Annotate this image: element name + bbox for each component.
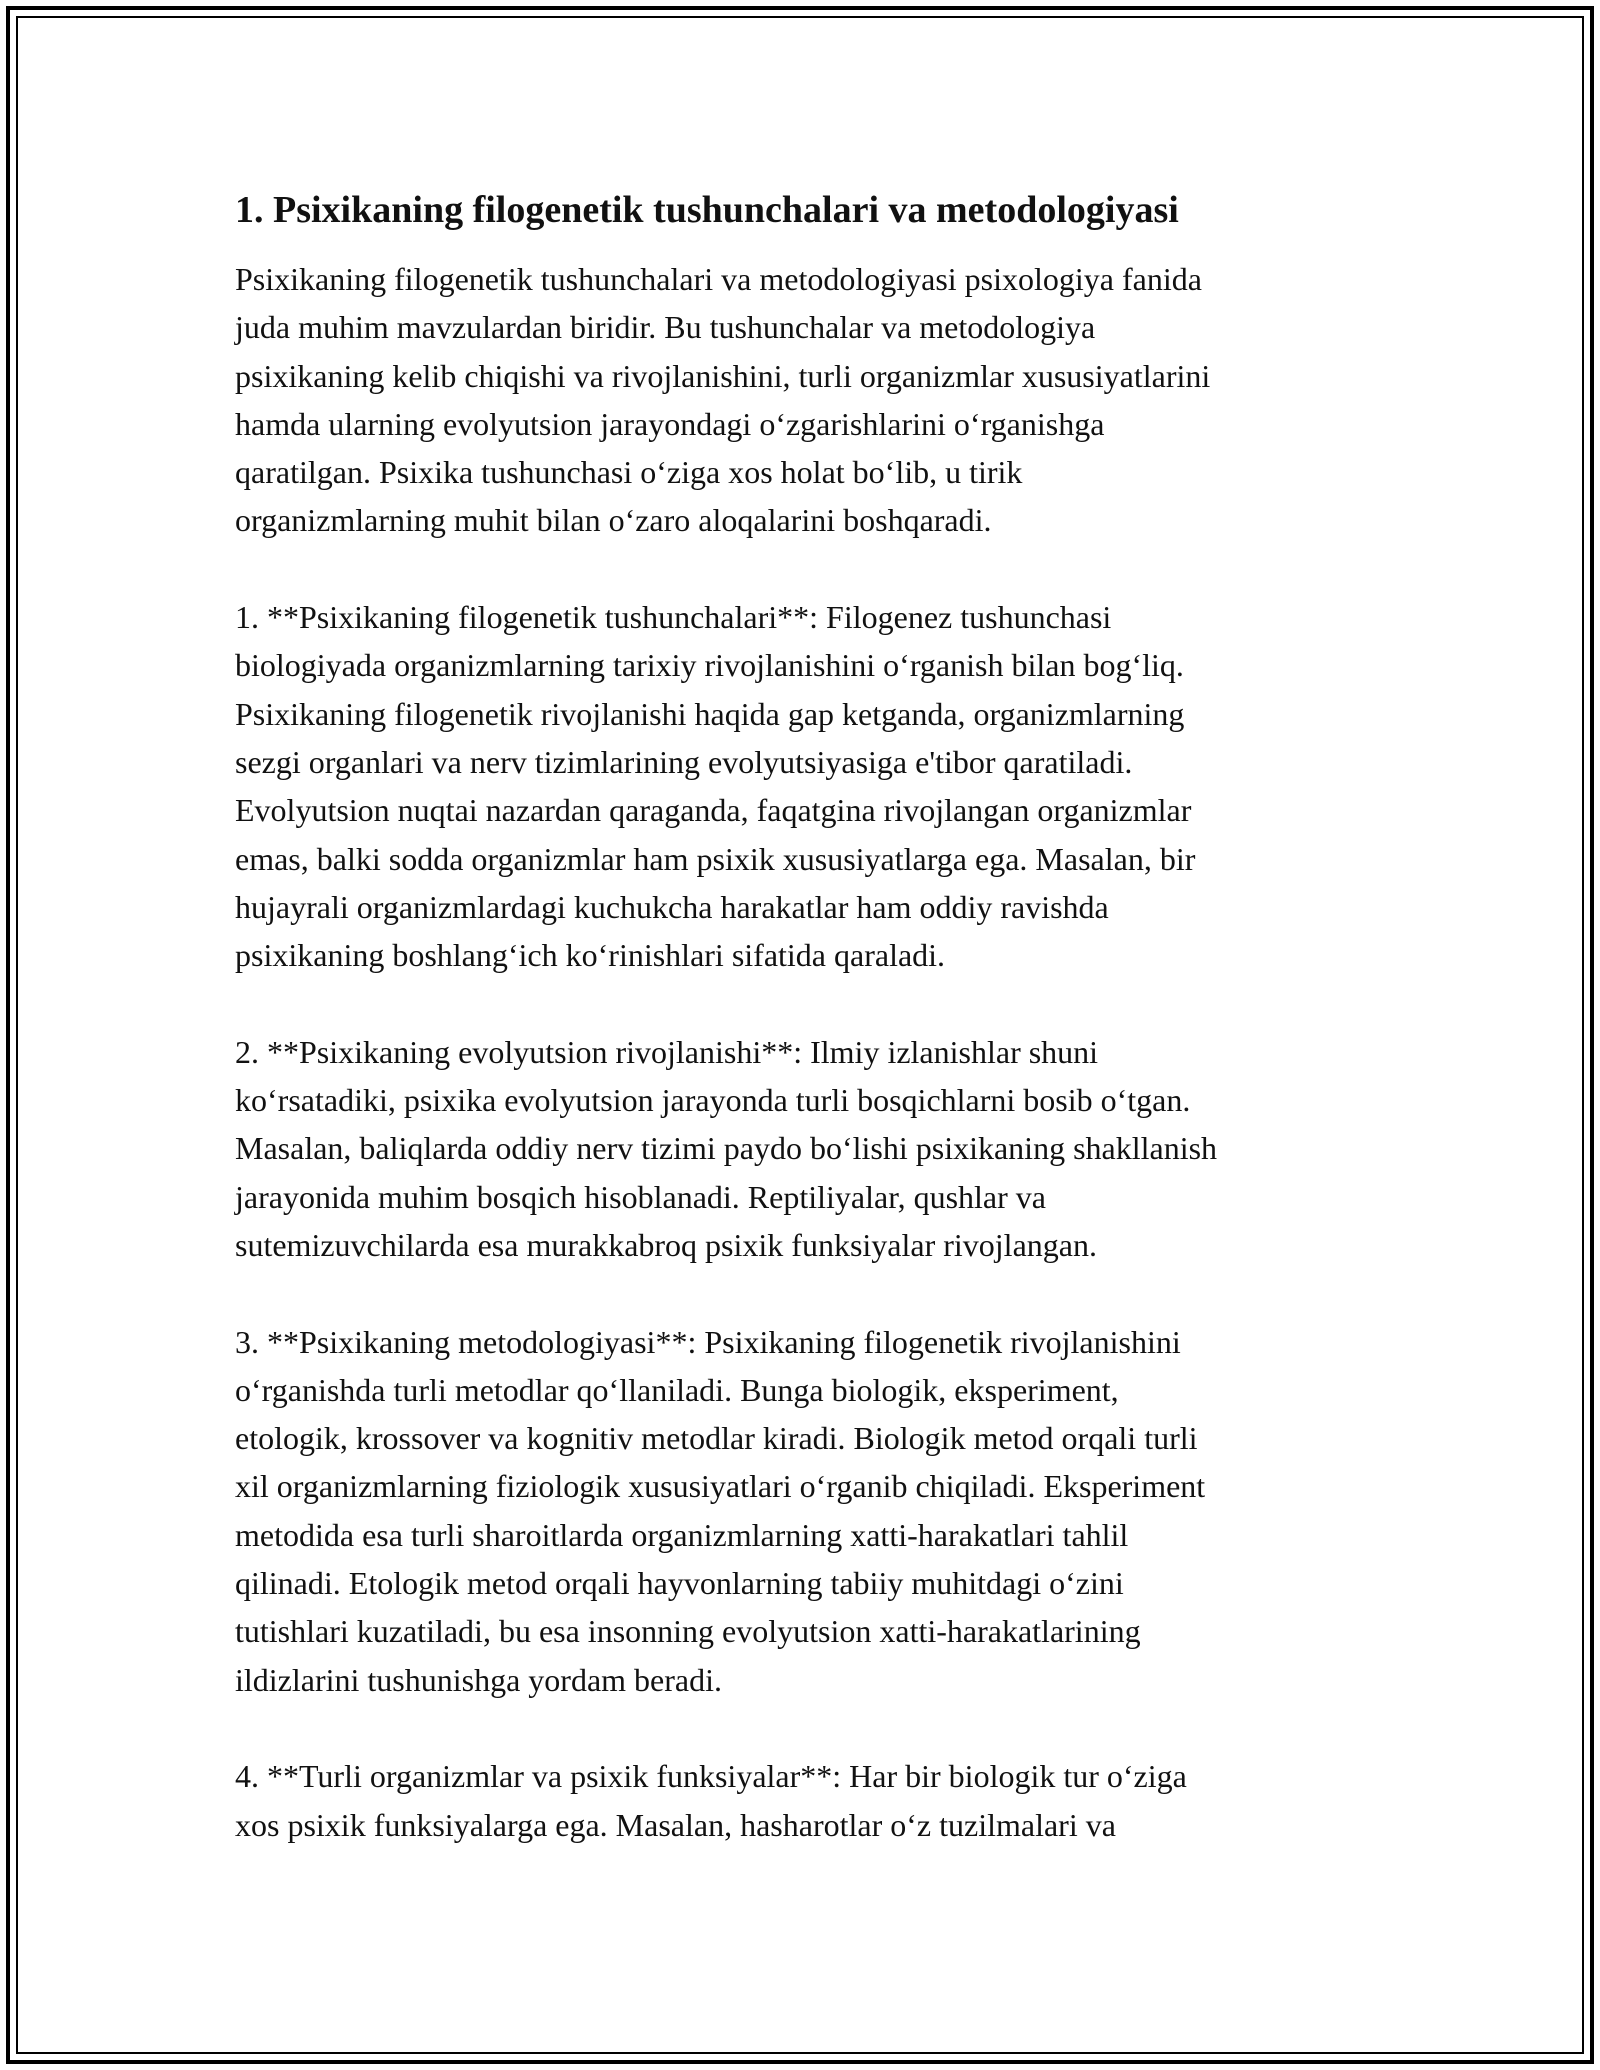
paragraph-section-4 xyxy=(235,1752,1385,1849)
text-line: psixikaning boshlang‘ich ko‘rinishlari sifatida qaraladi. xyxy=(235,937,946,974)
paragraph-section-2 xyxy=(235,1028,1385,1269)
text-line: xil organizmlarning fiziologik xususiyatlari o‘rganib chiqiladi. Eksperiment xyxy=(235,1468,1206,1505)
text-line: Evolyutsion nuqtai nazardan qaraganda, faqatgina rivojlangan organizmlar xyxy=(235,792,1192,829)
text-line: sezgi organlari va nerv tizimlarining evolyutsiyasiga e'tibor qaratiladi. xyxy=(235,743,1133,780)
text-line: Psixikaning filogenetik rivojlanishi haqida gap ketganda, organizmlarning xyxy=(235,695,1185,732)
text-line: sutemizuvchilarda esa murakkabroq psixik funksiyalar rivojlangan. xyxy=(235,1226,1097,1263)
text-line: metodida esa turli sharoitlarda organizmlarning xatti-harakatlari tahlil xyxy=(235,1516,1129,1553)
text-line: juda muhim mavzulardan biridir. Bu tushunchalar va metodologiya xyxy=(235,309,1096,346)
document-title: 1. Psixikaning filogenetik tushunchalari va metodologiyasi xyxy=(235,189,1179,231)
text-line: jarayonida muhim bosqich hisoblanadi. Reptiliyalar, qushlar va xyxy=(235,1178,1046,1215)
text-line: xos psixik funksiyalarga ega. Masalan, hasharotlar o‘z tuzilmalari va xyxy=(235,1806,1116,1843)
text-line: psixikaning kelib chiqishi va rivojlanishini, turli organizmlar xususiyatlarini xyxy=(235,357,1211,394)
text-line: o‘rganishda turli metodlar qo‘llaniladi. Bunga biologik, eksperiment, xyxy=(235,1371,1119,1408)
text-line: tutishlari kuzatiladi, bu esa insonning evolyutsion xatti-harakatlarining xyxy=(235,1613,1141,1650)
text-line: qaratilgan. Psixika tushunchasi o‘ziga xos holat bo‘lib, u tirik xyxy=(235,454,1023,491)
text-line: biologiyada organizmlarning tarixiy rivojlanishini o‘rganish bilan bog‘liq. xyxy=(235,647,1184,684)
text-line: organizmlarning muhit bilan o‘zaro aloqalarini boshqaradi. xyxy=(235,502,992,539)
text-line: 2. **Psixikaning evolyutsion rivojlanishi**: Ilmiy izlanishlar shuni xyxy=(235,1033,1099,1070)
text-line: 3. **Psixikaning metodologiyasi**: Psixikaning filogenetik rivojlanishini xyxy=(235,1323,1181,1360)
text-line: qilinadi. Etologik metod orqali hayvonlarning tabiiy muhitdagi o‘zini xyxy=(235,1565,1124,1602)
text-line: Masalan, baliqlarda oddiy nerv tizimi paydo bo‘lishi psixikaning shakllanish xyxy=(235,1130,1218,1167)
paragraph-section-1 xyxy=(235,593,1385,979)
text-line: etologik, krossover va kognitiv metodlar kiradi. Biologik metod orqali turli xyxy=(235,1420,1198,1457)
text-line: hujayrali organizmlardagi kuchukcha harakatlar ham oddiy ravishda xyxy=(235,888,1109,925)
text-line: emas, balki sodda organizmlar ham psixik xususiyatlarga ega. Masalan, bir xyxy=(235,840,1196,877)
text-line: ildizlarini tushunishga yordam beradi. xyxy=(235,1661,722,1698)
document-body xyxy=(235,185,1385,1897)
text-line: hamda ularning evolyutsion jarayondagi o‘zgarishlarini o‘rganishga xyxy=(235,405,1105,442)
text-line: ko‘rsatadiki, psixika evolyutsion jarayonda turli bosqichlarni bosib o‘tgan. xyxy=(235,1082,1191,1119)
text-line: 1. **Psixikaning filogenetik tushunchalari**: Filogenez tushunchasi xyxy=(235,599,1112,636)
text-line: Psixikaning filogenetik tushunchalari va metodologiyasi psixologiya fanida xyxy=(235,261,1202,297)
text-line: 4. **Turli organizmlar va psixik funksiyalar**: Har bir biologik tur o‘ziga xyxy=(235,1758,1187,1795)
paragraph-intro xyxy=(235,255,1385,545)
paragraph-section-3 xyxy=(235,1318,1385,1704)
